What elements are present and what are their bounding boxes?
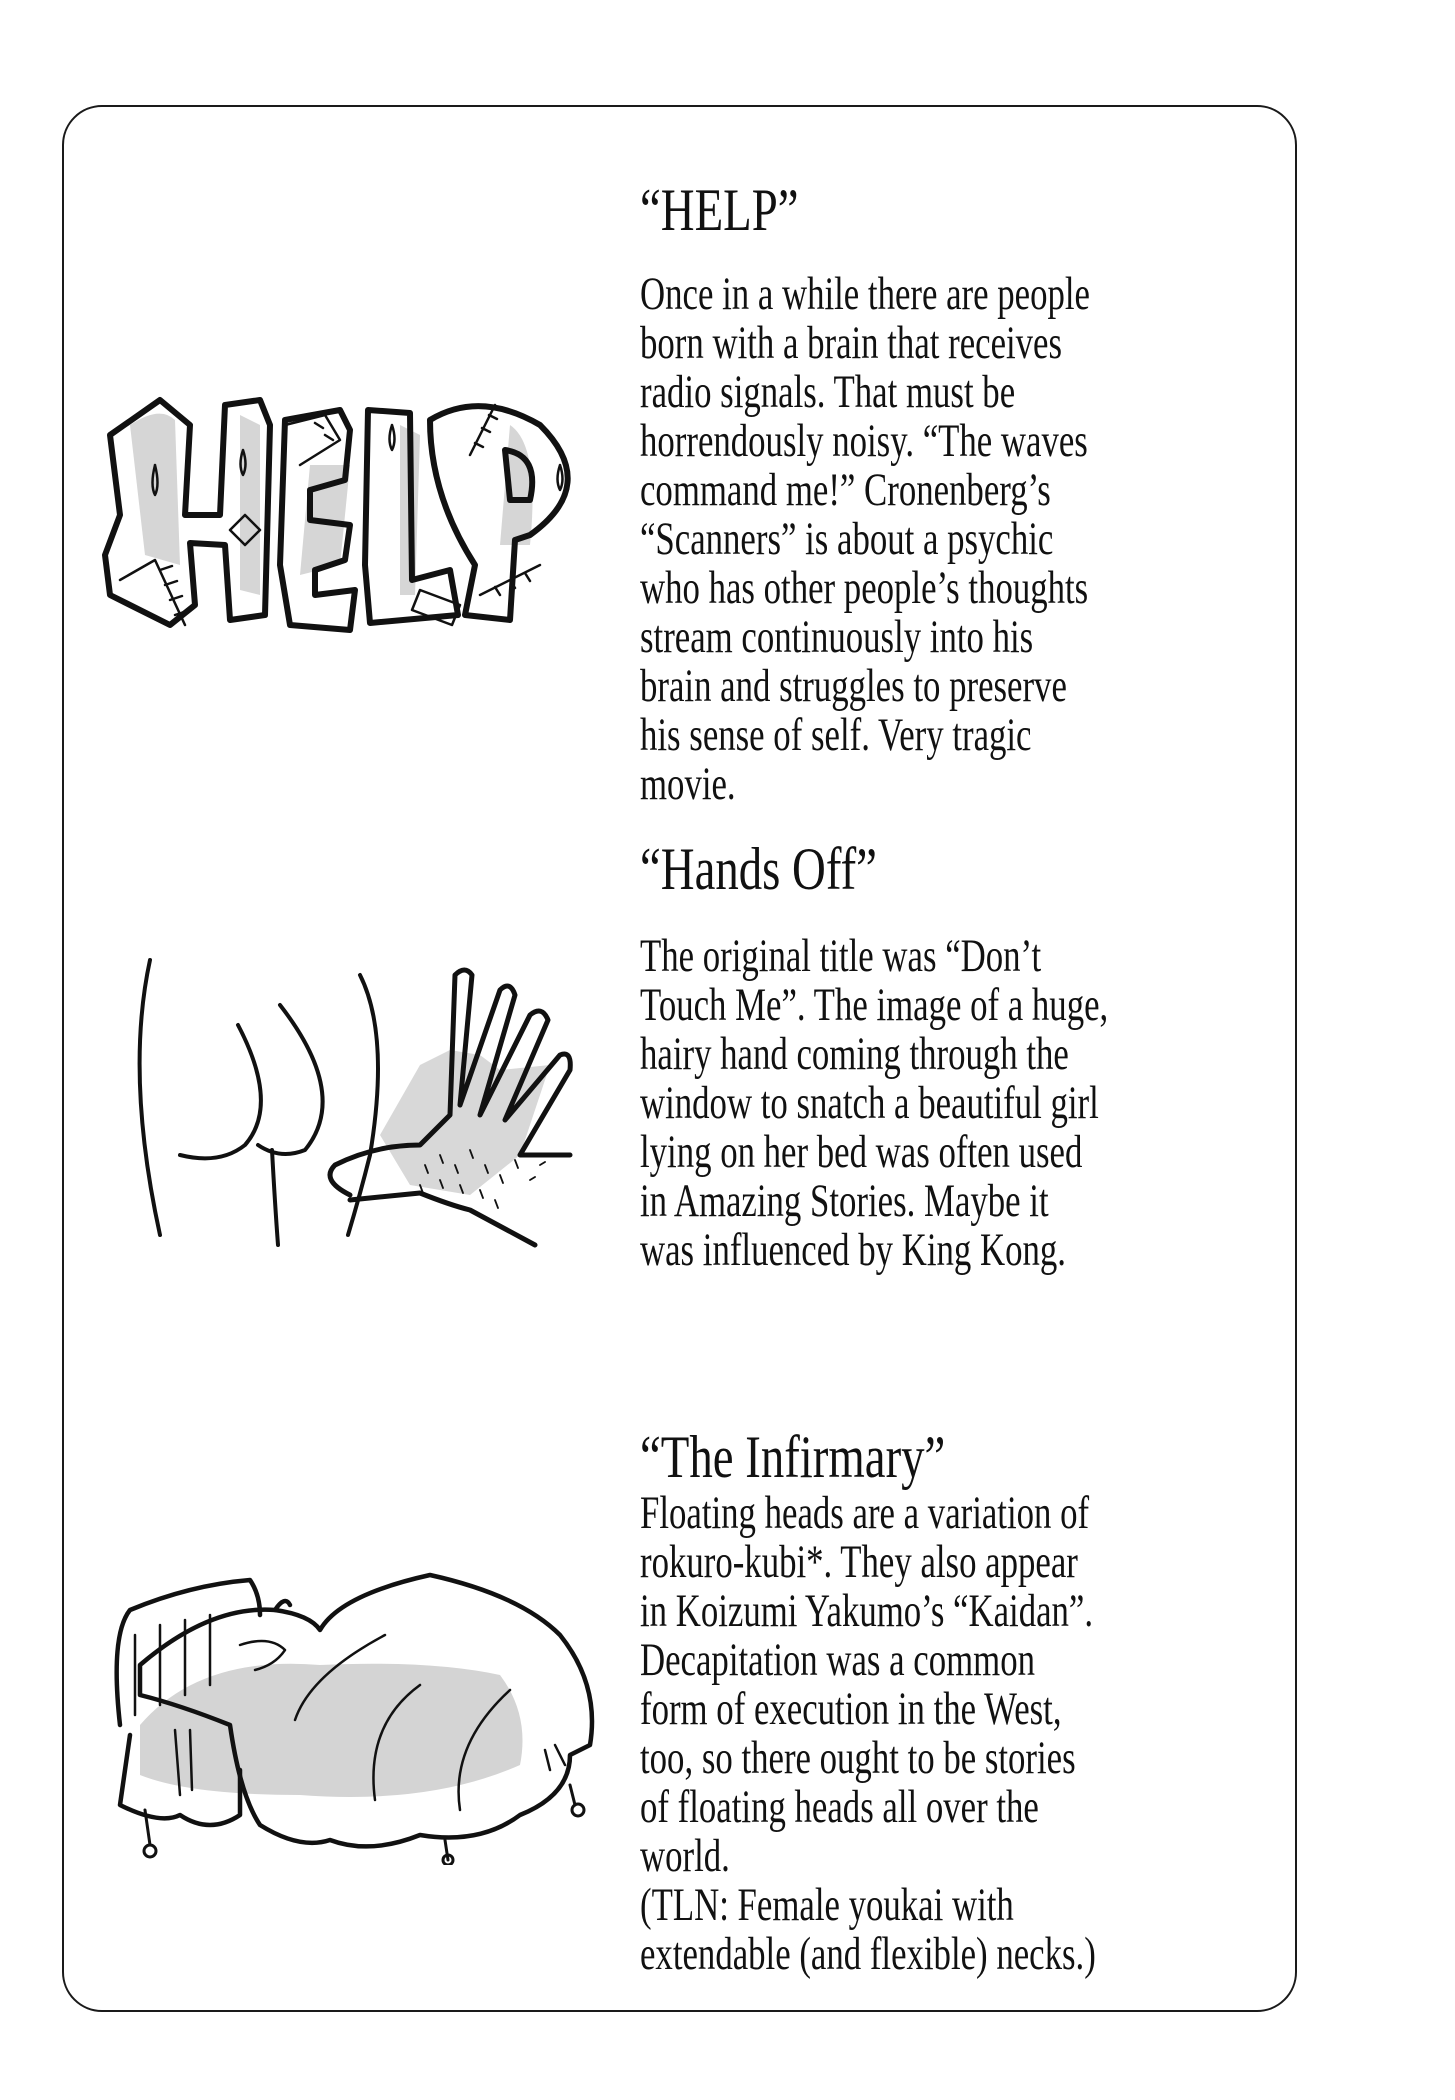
infirmary-text-line: (TLN: Female youkai with xyxy=(640,1879,1014,1931)
hands-off-text-line: lying on her bed was often used xyxy=(640,1126,1083,1178)
help-text-line: Once in a while there are people xyxy=(640,268,1090,320)
help-text-line: radio signals. That must be xyxy=(640,366,1016,418)
hands-off-text-line: Touch Me”. The image of a huge, xyxy=(640,979,1109,1031)
help-text-line: who has other people’s thoughts xyxy=(640,562,1089,614)
section-title-hands-off: “Hands Off” xyxy=(640,836,877,902)
infirmary-text-line: Floating heads are a variation of xyxy=(640,1487,1090,1539)
hands-off-text-line: window to snatch a beautiful girl xyxy=(640,1077,1099,1129)
hands-off-text-line: hairy hand coming through the xyxy=(640,1028,1069,1080)
infirmary-text-line: world. xyxy=(640,1830,730,1882)
hands-off-text-line: The original title was “Don’t xyxy=(640,930,1042,982)
infirmary-text-line: Decapitation was a common xyxy=(640,1634,1036,1686)
help-text-line: movie. xyxy=(640,758,736,810)
help-text-line: command me!” Cronenberg’s xyxy=(640,464,1051,516)
help-text-line: born with a brain that receives xyxy=(640,317,1063,369)
hairy-hand-illustration xyxy=(120,955,590,1255)
help-text-line: brain and struggles to preserve xyxy=(640,660,1067,712)
hospital-bed-illustration xyxy=(100,1555,610,1865)
infirmary-text-line: extendable (and flexible) necks.) xyxy=(640,1928,1096,1980)
help-text-line: stream continuously into his xyxy=(640,611,1034,663)
infirmary-text-line: of floating heads all over the xyxy=(640,1781,1039,1833)
section-title-help: “HELP” xyxy=(640,177,799,243)
infirmary-text-line: rokuro-kubi*. They also appear xyxy=(640,1536,1078,1588)
hands-off-text-line: was influenced by King Kong. xyxy=(640,1224,1066,1276)
infirmary-text-line: form of execution in the West, xyxy=(640,1683,1062,1735)
help-text-line: his sense of self. Very tragic xyxy=(640,709,1032,761)
infirmary-text-line: in Koizumi Yakumo’s “Kaidan”. xyxy=(640,1585,1094,1637)
help-text-line: horrendously noisy. “The waves xyxy=(640,415,1088,467)
hands-off-text-line: in Amazing Stories. Maybe it xyxy=(640,1175,1049,1227)
section-title-infirmary: “The Infirmary” xyxy=(640,1424,946,1490)
help-lettering-illustration xyxy=(100,365,600,640)
infirmary-text-line: too, so there ought to be stories xyxy=(640,1732,1076,1784)
help-text-line: “Scanners” is about a psychic xyxy=(640,513,1054,565)
